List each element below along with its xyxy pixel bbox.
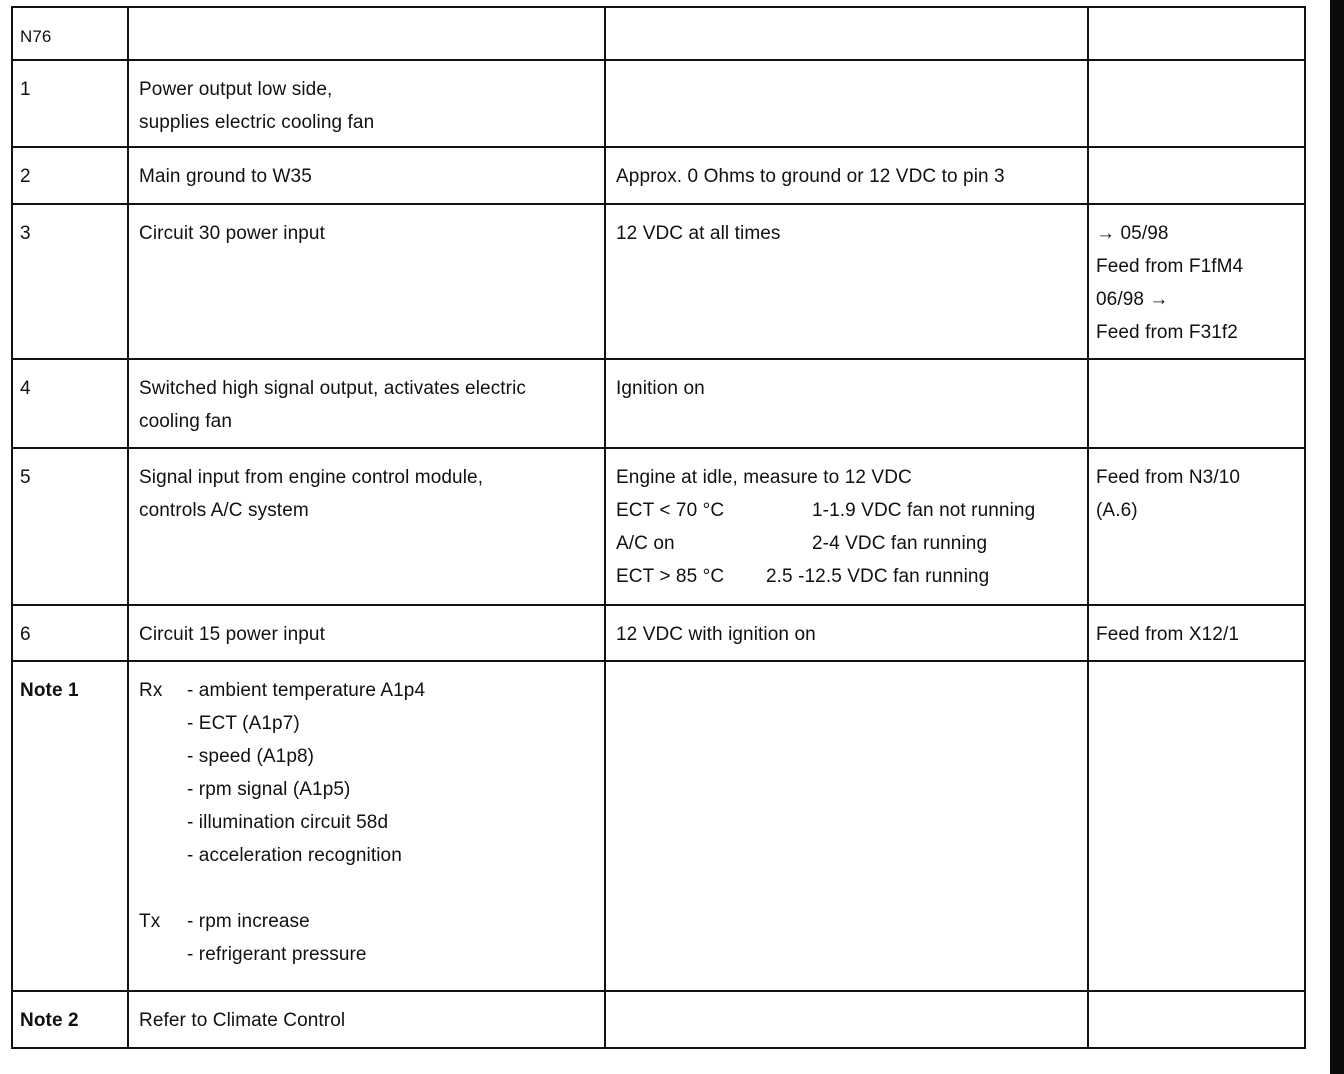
rx-item: - ECT (A1p7) — [187, 713, 300, 734]
test-value: Approx. 0 Ohms to ground or 12 VDC to pin 3 — [616, 166, 1005, 187]
condition-result: 1-1.9 VDC fan not running — [812, 500, 1036, 521]
note-line: → 05/98 — [1096, 223, 1169, 244]
value-cell — [605, 991, 1088, 1048]
table-row — [12, 359, 1305, 448]
tx-block — [139, 905, 604, 971]
note-line: Feed from N3/10 — [1096, 467, 1241, 488]
pin-number: 3 — [20, 223, 31, 244]
pin-description: Signal input from engine control module, — [139, 467, 484, 488]
pin-description: cooling fan — [139, 411, 233, 432]
pin-number: 4 — [20, 378, 31, 399]
condition-line — [616, 527, 1087, 560]
note-line: 06/98 → — [1096, 289, 1169, 310]
condition-line — [616, 560, 1087, 593]
pin-description: Circuit 15 power input — [139, 624, 325, 645]
notes-cell — [1088, 359, 1305, 448]
rx-item: - illumination circuit 58d — [187, 812, 389, 833]
rx-label: Rx — [139, 680, 163, 701]
condition-result: 2.5 -12.5 VDC fan running — [766, 566, 990, 587]
scan-edge-bar — [1330, 0, 1344, 1074]
test-value: Ignition on — [616, 378, 705, 399]
rx-item: - rpm signal (A1p5) — [187, 779, 351, 800]
notes-cell — [1088, 661, 1305, 991]
table-row — [12, 605, 1305, 661]
condition: ECT > 85 °C — [616, 566, 725, 587]
rx-item: - ambient temperature A1p4 — [187, 680, 426, 701]
pin-number: 2 — [20, 166, 31, 187]
test-value: 12 VDC with ignition on — [616, 624, 816, 645]
table-row — [12, 448, 1305, 605]
component-id-cell — [12, 7, 128, 60]
pin-number: 1 — [20, 79, 31, 100]
note2-label: Note 2 — [20, 1010, 79, 1031]
tx-label: Tx — [139, 911, 161, 932]
note2-row — [12, 991, 1305, 1048]
note-line: Feed from F1fM4 — [1096, 256, 1244, 277]
pin-number: 6 — [20, 624, 31, 645]
table-header-row — [12, 7, 1305, 60]
rx-item: - speed (A1p8) — [187, 746, 315, 767]
condition: ECT < 70 °C — [616, 500, 725, 521]
rx-item: - acceleration recognition — [187, 845, 402, 866]
pin-description: Circuit 30 power input — [139, 223, 325, 244]
tx-item: - refrigerant pressure — [187, 944, 367, 965]
value-cell — [605, 60, 1088, 147]
test-value: 12 VDC at all times — [616, 223, 781, 244]
rx-block — [139, 674, 604, 872]
note2-text: Refer to Climate Control — [139, 1010, 346, 1031]
table-row — [12, 204, 1305, 359]
note-line: (A.6) — [1096, 500, 1138, 521]
pin-number: 5 — [20, 467, 31, 488]
header-empty-cell — [128, 7, 605, 60]
notes-cell — [1088, 147, 1305, 204]
table-row — [12, 147, 1305, 204]
note-line: Feed from F31f2 — [1096, 322, 1238, 343]
header-empty-cell — [605, 7, 1088, 60]
note-line: Feed from X12/1 — [1096, 624, 1240, 645]
pin-description: Switched high signal output, activates electric — [139, 378, 527, 399]
pin-assignment-table — [11, 6, 1306, 1049]
pin-description: controls A/C system — [139, 500, 309, 521]
notes-cell — [1088, 991, 1305, 1048]
pin-description: Main ground to W35 — [139, 166, 312, 187]
table-row — [12, 60, 1305, 147]
notes-cell — [1088, 60, 1305, 147]
test-value-intro: Engine at idle, measure to 12 VDC — [616, 467, 912, 488]
component-id: N76 — [20, 27, 52, 46]
tx-item: - rpm increase — [187, 911, 310, 932]
condition-result: 2-4 VDC fan running — [812, 533, 988, 554]
condition-line — [616, 494, 1087, 527]
value-cell — [605, 661, 1088, 991]
header-empty-cell — [1088, 7, 1305, 60]
pin-description: supplies electric cooling fan — [139, 112, 375, 133]
pin-description: Power output low side, — [139, 79, 333, 100]
note1-label: Note 1 — [20, 680, 79, 701]
note1-row — [12, 661, 1305, 991]
condition: A/C on — [616, 533, 675, 554]
